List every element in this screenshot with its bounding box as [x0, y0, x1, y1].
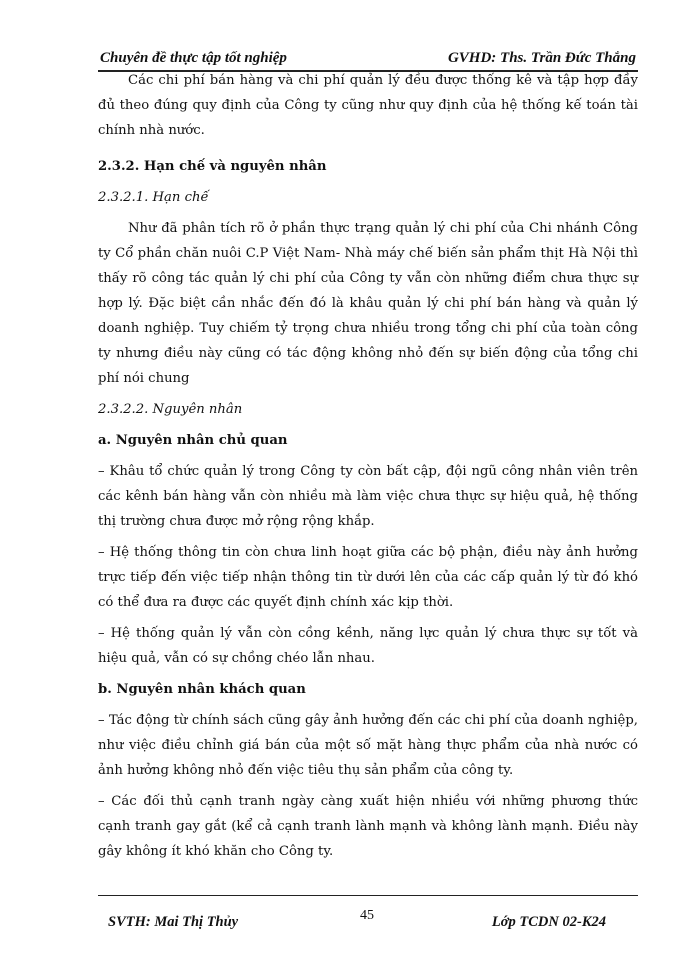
paragraph-intro: Các chi phí bán hàng và chi phí quản lý đều được thống kê và tập hợp đầy đủ theo đúng quy định của Công ty cũng như quy định của hệ thống kế toán tài chính nhà nước. — [98, 73, 638, 138]
subsection-heading-2-3-2-2: 2.3.2.2. Nguyên nhân — [98, 402, 243, 417]
list-item-objective-2: – Các đối thủ cạnh tranh ngày càng xuất hiện nhiều với những phương thức cạnh tranh gay gắt (kể cả cạnh tranh lành mạnh và không lành mạnh. Điều này gây không ít khó khăn cho Công ty. — [98, 794, 638, 859]
list-item-subjective-2: – Hệ thống thông tin còn chưa linh hoạt giữa các bộ phận, điều này ảnh hưởng trực tiếp đến việc tiếp nhận thông tin từ dưới lên của các cấp quản lý từ đó khó có thể đưa ra được các quyết định chính xác kịp thời. — [98, 545, 638, 610]
page-number: 45 — [360, 908, 374, 923]
heading-objective-causes: b. Nguyên nhân khách quan — [98, 682, 306, 697]
header-supervisor: GVHD: Ths. Trần Đức Thắng — [447, 50, 636, 66]
list-item-subjective-1: – Khâu tổ chức quản lý trong Công ty còn bất cập, đội ngũ công nhân viên trên các kênh bán hàng vẫn còn nhiều mà làm việc chưa thực sự hiệu quả, hệ thống thị trường chưa được mở rộng rộng khắp. — [98, 464, 638, 529]
heading-subjective-causes: a. Nguyên nhân chủ quan — [98, 433, 288, 448]
paragraph-limitations: Như đã phân tích rõ ở phần thực trạng quản lý chi phí của Chi nhánh Công ty Cổ phần chăn nuôi C.P Việt Nam- Nhà máy chế biến sản phẩm thịt Hà Nội thì thấy rõ công tác quản lý chi phí của Công ty vẫn còn những điểm chưa thực sự hợp lý. Đặc biệt cần nhắc đến đó là khâu quản lý chi phí bán hàng và quản lý doanh nghiệp. Tuy chiếm tỷ trọng chưa nhiều trong tổng chi phí của toàn công ty nhưng điều này cũng có tác động không nhỏ đến sự biến động của tổng chi phí nói chung — [98, 221, 638, 386]
list-item-objective-1: – Tác động từ chính sách cũng gây ảnh hưởng đến các chi phí của doanh nghiệp, như việc điều chỉnh giá bán của một số mặt hàng thực phẩm của nhà nước có ảnh hưởng không nhỏ đến việc tiêu thụ sản phẩm của công ty. — [98, 713, 638, 778]
section-heading-2-3-2: 2.3.2. Hạn chế và nguyên nhân — [98, 159, 327, 174]
list-item-subjective-3: – Hệ thống quản lý vẫn còn cồng kềnh, năng lực quản lý chưa thực sự tốt và hiệu quả, vẫn có sự chồng chéo lẫn nhau. — [98, 626, 638, 666]
page-body — [98, 68, 638, 864]
header-course-title: Chuyên đề thực tập tốt nghiệp — [100, 50, 287, 66]
footer-class: Lớp TCDN 02-K24 — [491, 914, 606, 930]
footer-student: SVTH: Mai Thị Thủy — [108, 914, 239, 930]
subsection-heading-2-3-2-1: 2.3.2.1. Hạn chế — [98, 190, 209, 205]
page-footer — [98, 895, 638, 930]
